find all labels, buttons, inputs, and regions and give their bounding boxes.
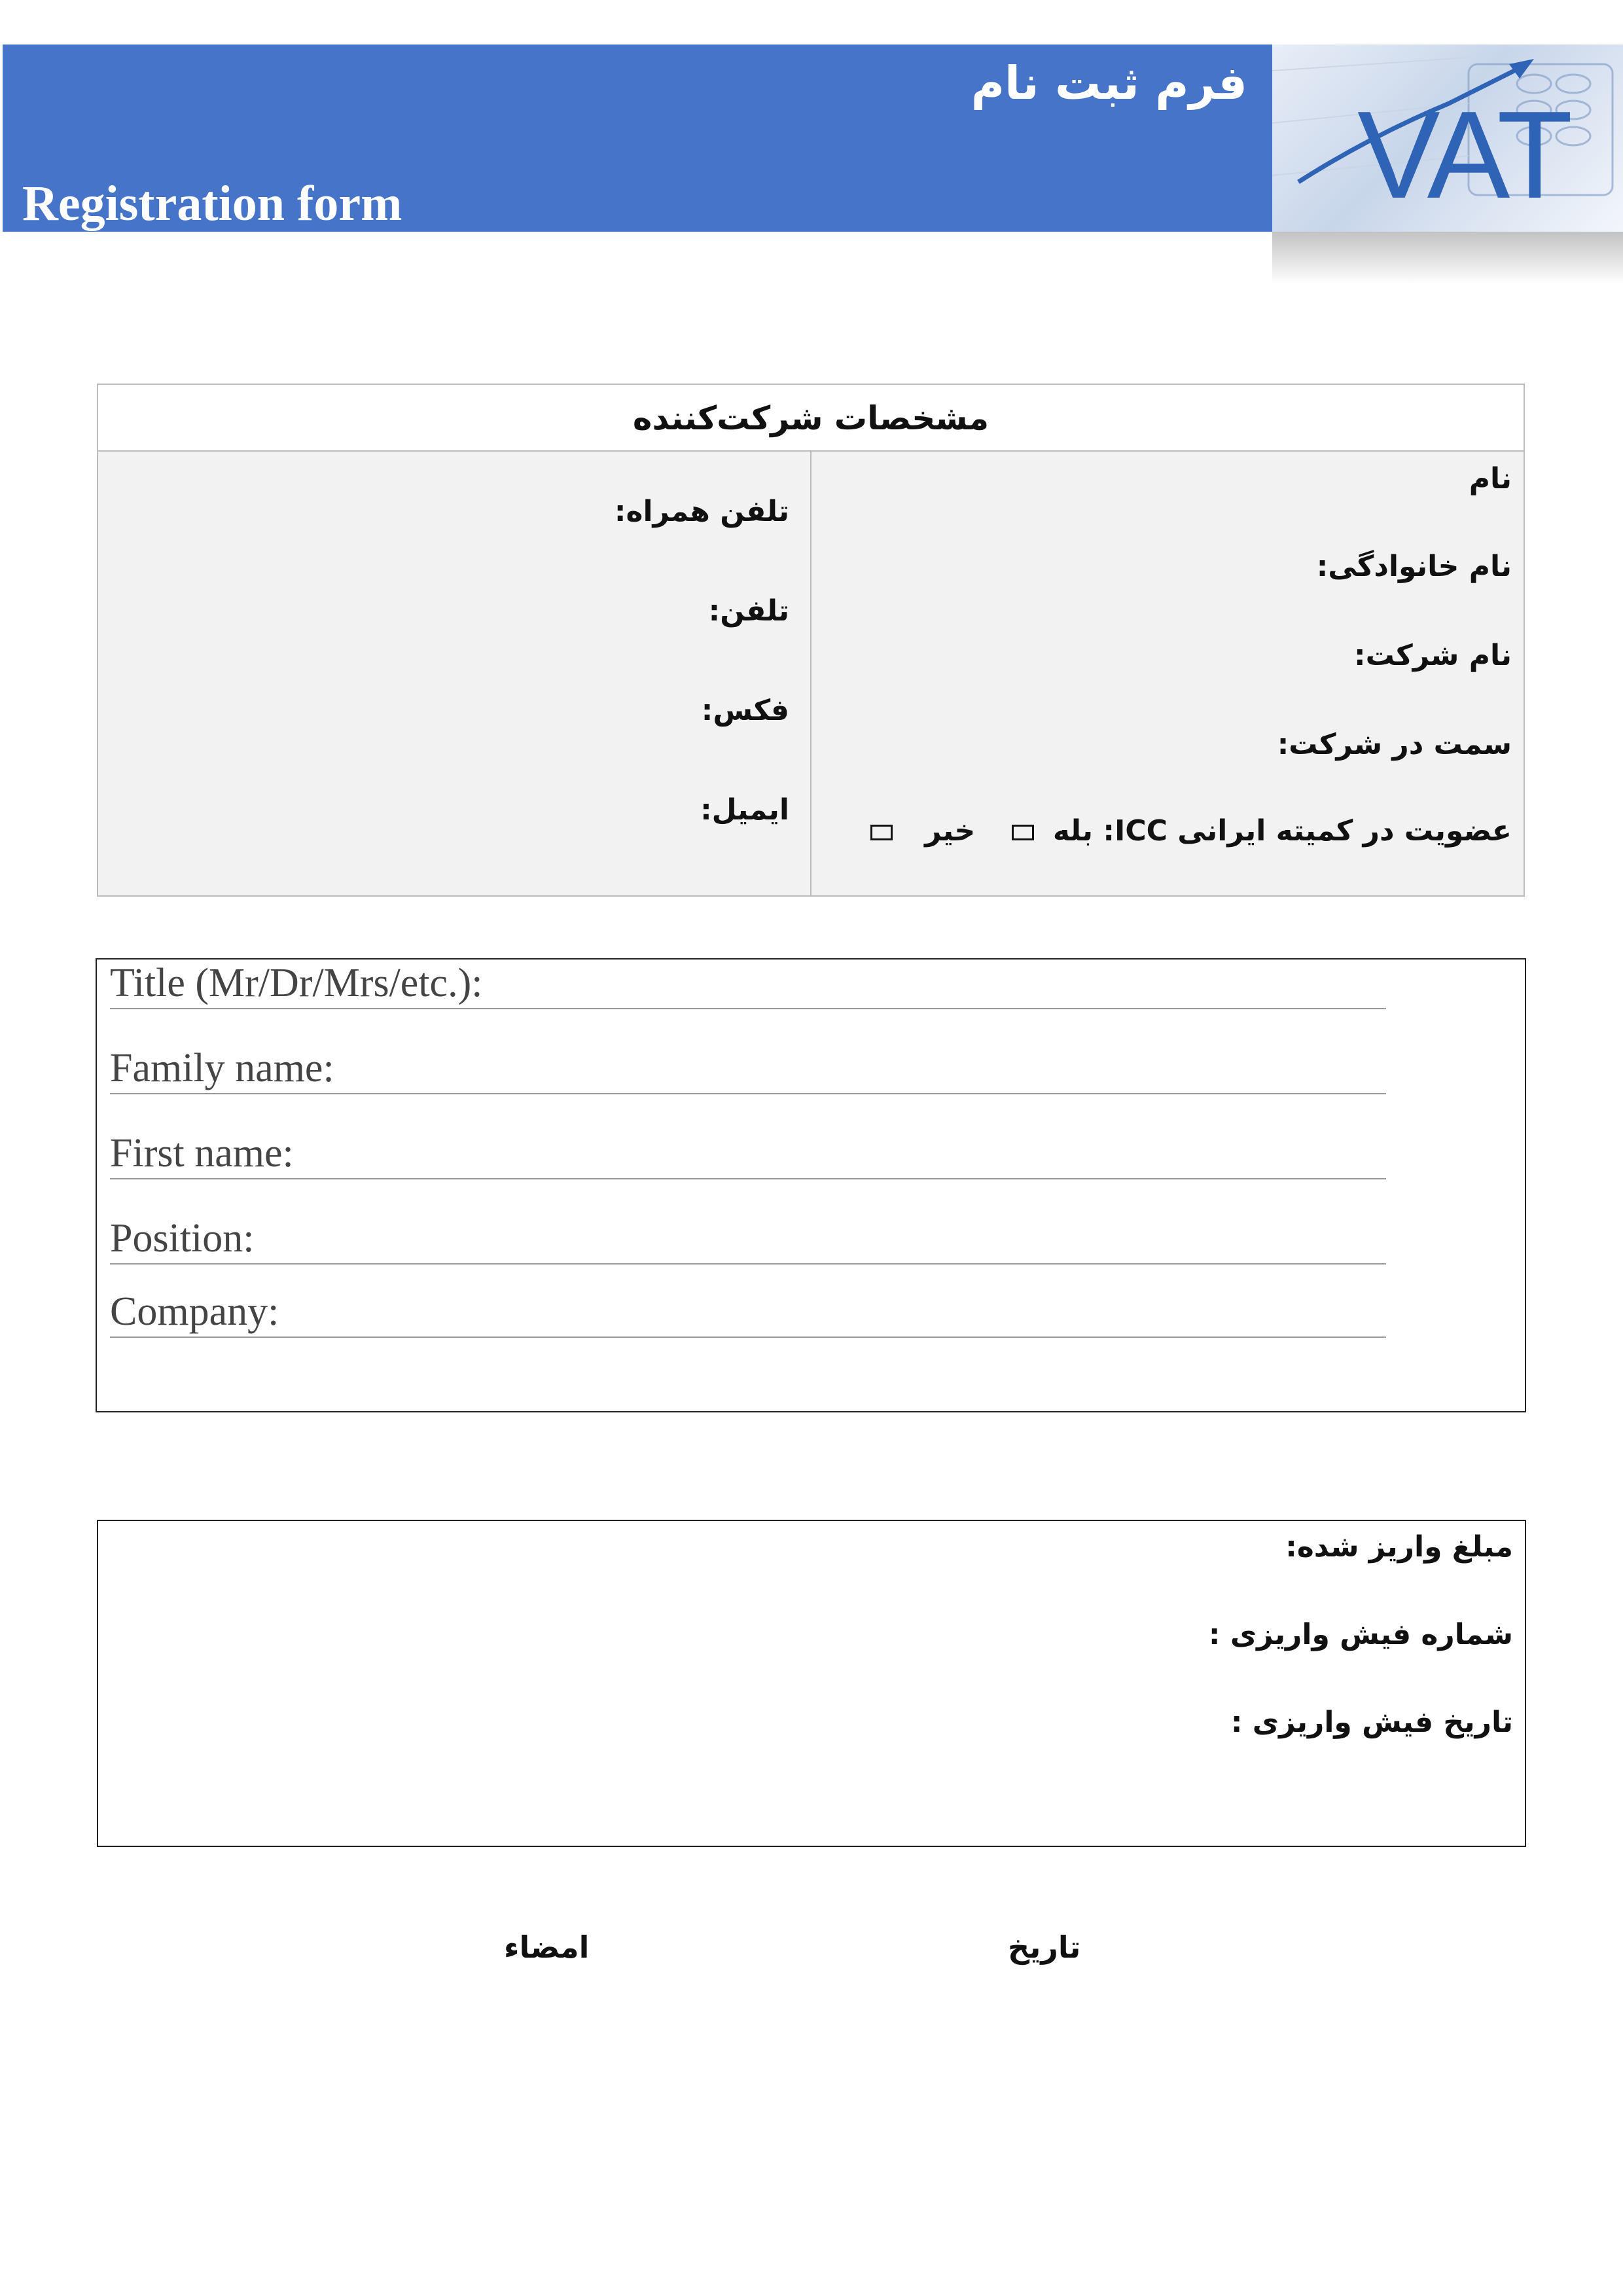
logo-shadow <box>1272 232 1623 284</box>
first-name-label-fa: نام <box>1469 462 1512 495</box>
yes-option-label: بله <box>1052 814 1094 848</box>
company-position-label-fa: سمت در شرکت: <box>1277 728 1512 761</box>
english-details-box <box>96 958 1526 1412</box>
last-name-label-fa: نام خانوادگی: <box>1316 550 1512 583</box>
family-name-field[interactable]: Family name: <box>110 1045 1386 1094</box>
receipt-date-label: تاریخ فیش واریزی : <box>1230 1706 1513 1739</box>
participant-details-table <box>97 384 1525 897</box>
icc-membership-label: عضویت در کمیته ایرانی ICC: <box>1103 814 1512 848</box>
participant-heading: مشخصات شرکت‌کننده <box>98 385 1524 452</box>
email-label-fa: ایمیل: <box>700 793 789 827</box>
column-divider <box>810 452 812 897</box>
signature-label: امضاء <box>504 1929 590 1965</box>
title-field[interactable]: Title (Mr/Dr/Mrs/etc.): <box>110 960 1386 1009</box>
fax-label-fa: فکس: <box>701 694 789 727</box>
date-label: تاریخ <box>1008 1929 1081 1965</box>
amount-paid-label: مبلغ واریز شده: <box>1285 1530 1513 1564</box>
first-name-field[interactable]: First name: <box>110 1130 1386 1179</box>
payment-details-box <box>97 1520 1526 1847</box>
no-option-label: خیر <box>925 814 976 848</box>
yes-checkbox[interactable] <box>1012 825 1034 840</box>
vat-logo-text: VAT <box>1357 86 1569 224</box>
company-name-label-fa: نام شرکت: <box>1353 639 1512 672</box>
form-title-persian: فرم ثبت نام <box>971 56 1247 110</box>
receipt-number-label: شماره فیش واریزی : <box>1208 1618 1513 1651</box>
header-banner <box>3 45 1274 232</box>
vat-logo <box>1272 45 1623 232</box>
phone-label-fa: تلفن: <box>708 594 789 628</box>
icc-membership-row <box>870 814 1512 848</box>
no-checkbox[interactable] <box>870 825 893 840</box>
mobile-label-fa: تلفن همراه: <box>614 495 789 528</box>
position-field[interactable]: Position: <box>110 1215 1386 1265</box>
company-field[interactable]: Company: <box>110 1288 1386 1338</box>
form-title-english: Registration form <box>22 176 402 231</box>
